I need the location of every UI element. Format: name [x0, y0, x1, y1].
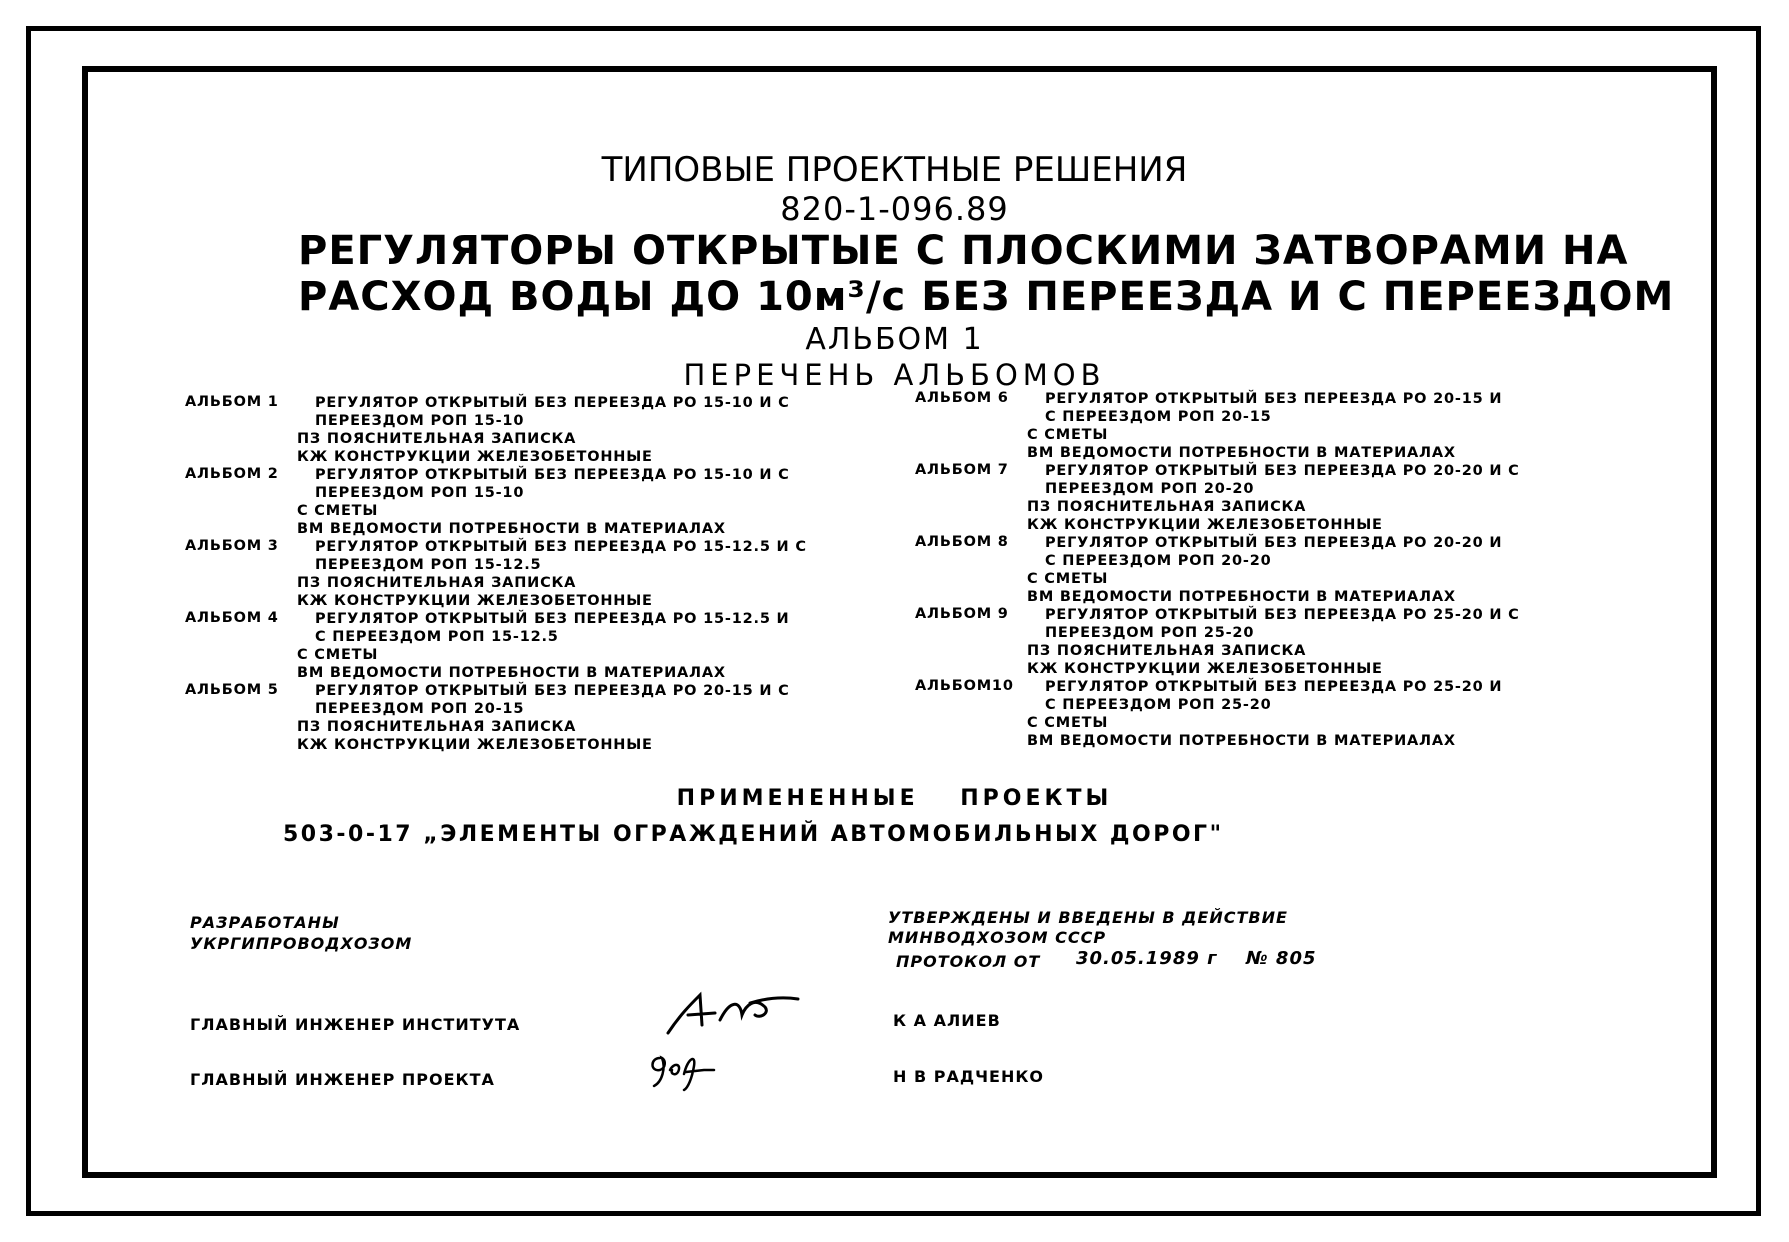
albums-list-heading: ПЕРЕЧЕНЬ АЛЬБОМОВ	[683, 358, 1106, 392]
album-part: ВМ ВЕДОМОСТИ ПОТРЕБНОСТИ В МАТЕРИАЛАХ	[297, 665, 726, 681]
album-description: РЕГУЛЯТОР ОТКРЫТЫЙ БЕЗ ПЕРЕЕЗДА РО 25-20 И	[1045, 679, 1503, 695]
album-number: АЛЬБОМ 1	[805, 322, 984, 357]
album-part: С СМЕТЫ	[1027, 427, 1109, 443]
album-description: РЕГУЛЯТОР ОТКРЫТЫЙ БЕЗ ПЕРЕЕЗДА РО 15-10 И С	[315, 467, 790, 483]
approved-line2: МИНВОДХОЗОМ СССР	[888, 928, 1107, 947]
album-description: РЕГУЛЯТОР ОТКРЫТЫЙ БЕЗ ПЕРЕЕЗДА РО 20-15 И С	[315, 683, 790, 699]
album-description: ПЕРЕЕЗДОМ РОП 15-12.5	[315, 557, 542, 573]
album-description: ПЕРЕЕЗДОМ РОП 20-20	[1045, 481, 1255, 497]
signature-chief-institute	[660, 985, 810, 1045]
album-part: КЖ КОНСТРУКЦИИ ЖЕЛЕЗОБЕТОННЫЕ	[297, 593, 653, 609]
album-label: АЛЬБОМ 3	[185, 538, 279, 554]
album-part: С СМЕТЫ	[1027, 571, 1109, 587]
album-description: РЕГУЛЯТОР ОТКРЫТЫЙ БЕЗ ПЕРЕЕЗДА РО 15-10 И С	[315, 395, 790, 411]
chief-engineer-institute-name: К А АЛИЕВ	[893, 1011, 1001, 1030]
developed-label: РАЗРАБОТАНЫ	[190, 913, 340, 932]
main-title-line1: РЕГУЛЯТОРЫ ОТКРЫТЫЕ С ПЛОСКИМИ ЗАТВОРАМИ НА	[298, 228, 1629, 274]
album-part: С СМЕТЫ	[1027, 715, 1109, 731]
album-label: АЛЬБОМ 6	[915, 390, 1009, 406]
album-part: ВМ ВЕДОМОСТИ ПОТРЕБНОСТИ В МАТЕРИАЛАХ	[1027, 733, 1456, 749]
albums-left-column	[185, 394, 807, 754]
album-entry	[185, 610, 807, 682]
album-part: С СМЕТЫ	[297, 647, 379, 663]
album-description: РЕГУЛЯТОР ОТКРЫТЫЙ БЕЗ ПЕРЕЕЗДА РО 15-12.5 И С	[315, 539, 807, 555]
album-description: РЕГУЛЯТОР ОТКРЫТЫЙ БЕЗ ПЕРЕЕЗДА РО 20-20 И	[1045, 535, 1503, 551]
developed-by: УКРГИПРОВОДХОЗОМ	[190, 934, 413, 953]
album-entry	[915, 462, 1520, 534]
chief-engineer-project-name: Н В РАДЧЕНКО	[893, 1067, 1045, 1086]
album-description: ПЕРЕЕЗДОМ РОП 20-15	[315, 701, 525, 717]
album-entry	[915, 534, 1520, 606]
album-label: АЛЬБОМ10	[915, 678, 1014, 694]
album-entry	[915, 678, 1520, 750]
album-part: ВМ ВЕДОМОСТИ ПОТРЕБНОСТИ В МАТЕРИАЛАХ	[1027, 589, 1456, 605]
album-description: С ПЕРЕЕЗДОМ РОП 25-20	[1045, 697, 1272, 713]
album-part: КЖ КОНСТРУКЦИИ ЖЕЛЕЗОБЕТОННЫЕ	[1027, 517, 1383, 533]
album-description: С ПЕРЕЕЗДОМ РОП 20-20	[1045, 553, 1272, 569]
album-part: КЖ КОНСТРУКЦИИ ЖЕЛЕЗОБЕТОННЫЕ	[297, 449, 653, 465]
album-part: ПЗ ПОЯСНИТЕЛЬНАЯ ЗАПИСКА	[297, 575, 577, 591]
album-description: ПЕРЕЕЗДОМ РОП 15-10	[315, 413, 525, 429]
album-part: ПЗ ПОЯСНИТЕЛЬНАЯ ЗАПИСКА	[297, 719, 577, 735]
protocol-date: 30.05.1989 г	[1076, 948, 1218, 969]
album-part: КЖ КОНСТРУКЦИИ ЖЕЛЕЗОБЕТОННЫЕ	[297, 737, 653, 753]
album-label: АЛЬБОМ 2	[185, 466, 279, 482]
album-part: ПЗ ПОЯСНИТЕЛЬНАЯ ЗАПИСКА	[1027, 643, 1307, 659]
album-entry	[915, 390, 1520, 462]
album-entry	[185, 466, 807, 538]
signature-chief-project	[648, 1048, 728, 1093]
series-title: ТИПОВЫЕ ПРОЕКТНЫЕ РЕШЕНИЯ	[601, 150, 1188, 190]
album-description: ПЕРЕЕЗДОМ РОП 25-20	[1045, 625, 1255, 641]
album-label: АЛЬБОМ 9	[915, 606, 1009, 622]
album-description: РЕГУЛЯТОР ОТКРЫТЫЙ БЕЗ ПЕРЕЕЗДА РО 20-15 И	[1045, 391, 1503, 407]
album-description: РЕГУЛЯТОР ОТКРЫТЫЙ БЕЗ ПЕРЕЕЗДА РО 15-12.5 И	[315, 611, 790, 627]
album-part: ПЗ ПОЯСНИТЕЛЬНАЯ ЗАПИСКА	[297, 431, 577, 447]
album-description: РЕГУЛЯТОР ОТКРЫТЫЙ БЕЗ ПЕРЕЕЗДА РО 25-20 И С	[1045, 607, 1520, 623]
project-code: 820-1-096.89	[780, 190, 1009, 228]
applied-project-item: 503-0-17 „ЭЛЕМЕНТЫ ОГРАЖДЕНИЙ АВТОМОБИЛЬНЫХ ДОРОГ"	[283, 822, 1224, 847]
album-part: ВМ ВЕДОМОСТИ ПОТРЕБНОСТИ В МАТЕРИАЛАХ	[297, 521, 726, 537]
approved-line1: УТВЕРЖДЕНЫ И ВВЕДЕНЫ В ДЕЙСТВИЕ	[888, 908, 1288, 927]
album-label: АЛЬБОМ 4	[185, 610, 279, 626]
main-title-line2: РАСХОД ВОДЫ ДО 10м³/с БЕЗ ПЕРЕЕЗДА И С ПЕРЕЕЗДОМ	[298, 274, 1675, 320]
album-entry	[185, 538, 807, 610]
album-entry	[185, 682, 807, 754]
album-entry	[185, 394, 807, 466]
album-description: С ПЕРЕЕЗДОМ РОП 15-12.5	[315, 629, 559, 645]
album-part: ВМ ВЕДОМОСТИ ПОТРЕБНОСТИ В МАТЕРИАЛАХ	[1027, 445, 1456, 461]
album-part: КЖ КОНСТРУКЦИИ ЖЕЛЕЗОБЕТОННЫЕ	[1027, 661, 1383, 677]
protocol-label: ПРОТОКОЛ ОТ	[896, 952, 1041, 971]
protocol-number: № 805	[1246, 948, 1317, 969]
album-description: РЕГУЛЯТОР ОТКРЫТЫЙ БЕЗ ПЕРЕЕЗДА РО 20-20 И С	[1045, 463, 1520, 479]
albums-right-column	[915, 390, 1520, 750]
album-label: АЛЬБОМ 8	[915, 534, 1009, 550]
chief-engineer-institute-label: ГЛАВНЫЙ ИНЖЕНЕР ИНСТИТУТА	[190, 1015, 521, 1034]
album-part: С СМЕТЫ	[297, 503, 379, 519]
album-entry	[915, 606, 1520, 678]
album-label: АЛЬБОМ 1	[185, 394, 279, 410]
applied-projects-heading: ПРИМЕНЕННЫЕ ПРОЕКТЫ	[676, 786, 1113, 811]
album-description: ПЕРЕЕЗДОМ РОП 15-10	[315, 485, 525, 501]
album-part: ПЗ ПОЯСНИТЕЛЬНАЯ ЗАПИСКА	[1027, 499, 1307, 515]
album-description: С ПЕРЕЕЗДОМ РОП 20-15	[1045, 409, 1272, 425]
album-label: АЛЬБОМ 7	[915, 462, 1009, 478]
chief-engineer-project-label: ГЛАВНЫЙ ИНЖЕНЕР ПРОЕКТА	[190, 1070, 495, 1089]
album-label: АЛЬБОМ 5	[185, 682, 279, 698]
